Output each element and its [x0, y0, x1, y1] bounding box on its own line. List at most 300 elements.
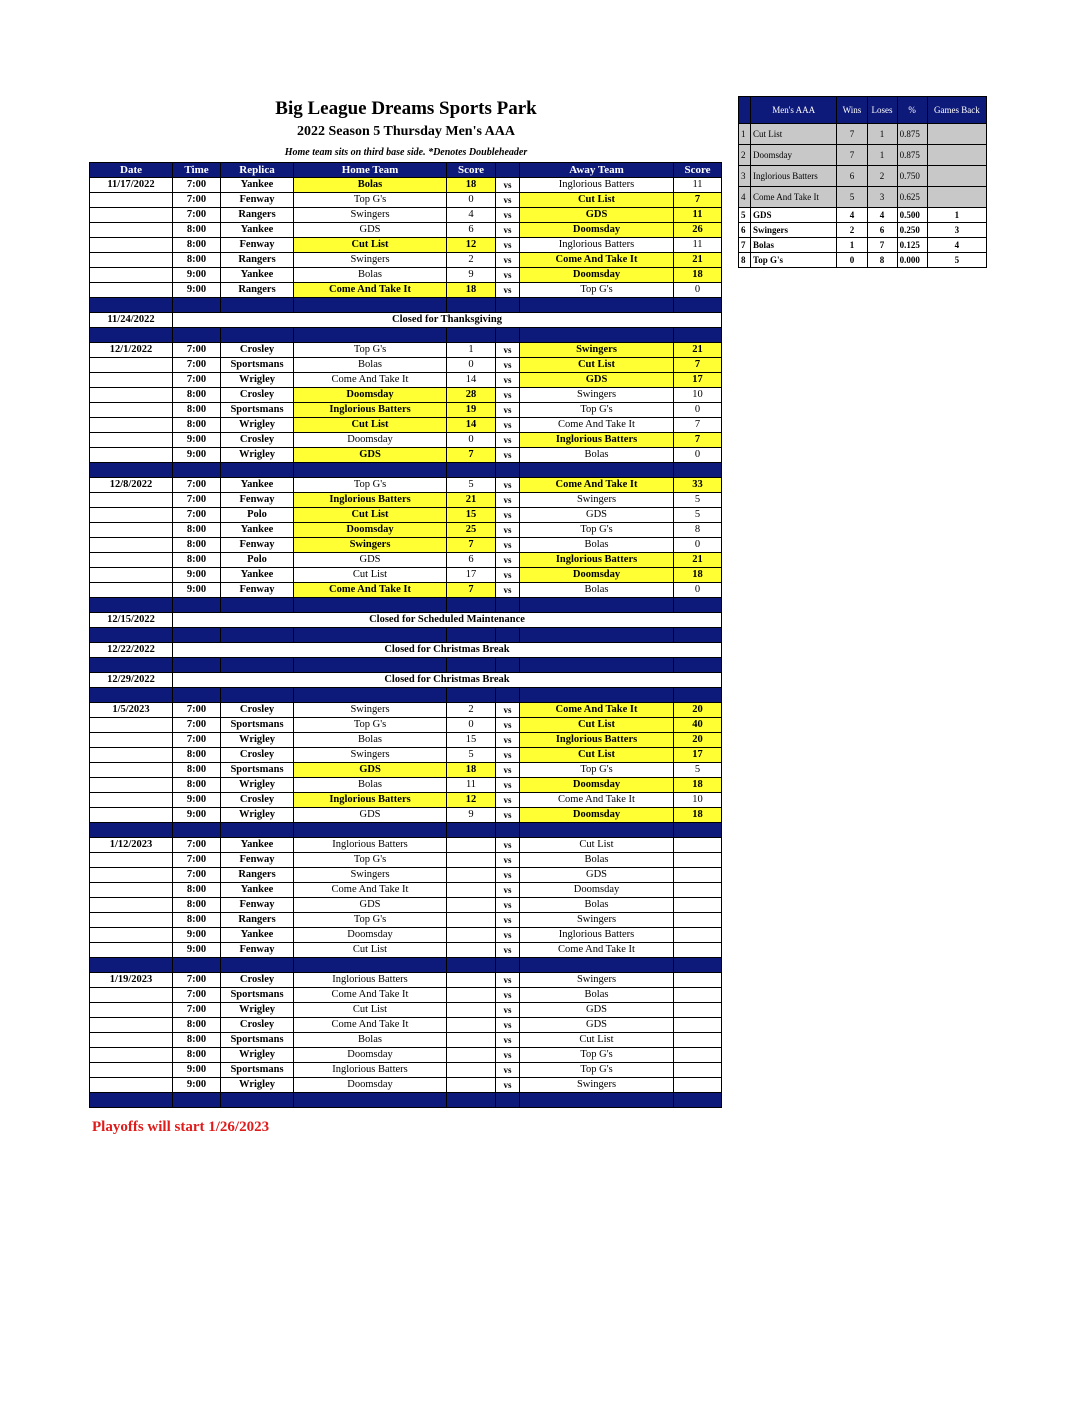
away-score-cell: 5 [674, 493, 722, 508]
replica-field-cell: Sportsmans [221, 358, 294, 373]
game-row [90, 238, 722, 253]
time-cell: 9:00 [173, 1063, 221, 1078]
home-score-cell [447, 928, 496, 943]
separator-cell [520, 628, 674, 643]
home-team-cell: Cut List [294, 943, 447, 958]
time-cell: 8:00 [173, 748, 221, 763]
standings-pct: 0.750 [897, 166, 927, 187]
home-score-cell: 17 [447, 568, 496, 583]
away-team-cell: Inglorious Batters [520, 733, 674, 748]
separator-cell [90, 688, 173, 703]
standings-games-back: 3 [927, 223, 986, 238]
away-score-cell [674, 853, 722, 868]
date-cell [90, 1078, 173, 1093]
separator-cell [221, 1093, 294, 1108]
home-team-cell: GDS [294, 898, 447, 913]
replica-field-cell: Yankee [221, 478, 294, 493]
standings-wins: 6 [837, 166, 867, 187]
standings-games-back: 5 [927, 253, 986, 268]
time-cell: 9:00 [173, 1078, 221, 1093]
home-score-cell: 6 [447, 553, 496, 568]
date-cell [90, 553, 173, 568]
time-cell: 7:00 [173, 343, 221, 358]
vs-cell: vs [496, 193, 520, 208]
time-cell: 9:00 [173, 928, 221, 943]
home-team-cell: Inglorious Batters [294, 403, 447, 418]
home-score-cell [447, 1018, 496, 1033]
home-score-cell: 5 [447, 748, 496, 763]
standings-rank: 6 [739, 223, 751, 238]
home-score-cell: 0 [447, 433, 496, 448]
separator-cell [496, 958, 520, 973]
standings-row [739, 208, 987, 223]
vs-cell: vs [496, 388, 520, 403]
vs-cell: vs [496, 568, 520, 583]
home-team-cell: GDS [294, 223, 447, 238]
standings-wins: 2 [837, 223, 867, 238]
away-team-cell: Bolas [520, 583, 674, 598]
home-score-cell [447, 898, 496, 913]
separator-cell [294, 463, 447, 478]
standings-col-team: Men's AAA [751, 97, 837, 124]
vs-cell: vs [496, 733, 520, 748]
replica-field-cell: Crosley [221, 748, 294, 763]
closed-notice-row [90, 643, 722, 658]
home-score-cell [447, 853, 496, 868]
replica-field-cell: Polo [221, 508, 294, 523]
away-team-cell: Top G's [520, 1048, 674, 1063]
page-title: Big League Dreams Sports Park [275, 98, 537, 119]
vs-cell: vs [496, 373, 520, 388]
time-cell: 8:00 [173, 553, 221, 568]
date-cell [90, 853, 173, 868]
vs-cell: vs [496, 418, 520, 433]
away-team-cell: Doomsday [520, 883, 674, 898]
away-team-cell: Bolas [520, 853, 674, 868]
game-row [90, 928, 722, 943]
date-cell: 11/17/2022 [90, 178, 173, 193]
date-cell [90, 1048, 173, 1063]
separator-cell [173, 328, 221, 343]
home-score-cell [447, 913, 496, 928]
away-team-cell: GDS [520, 508, 674, 523]
vs-cell: vs [496, 1078, 520, 1093]
home-team-cell: Top G's [294, 718, 447, 733]
home-team-cell: Cut List [294, 508, 447, 523]
replica-field-cell: Sportsmans [221, 1033, 294, 1048]
date-cell [90, 718, 173, 733]
schedule-table [89, 162, 722, 1108]
vs-cell: vs [496, 793, 520, 808]
date-cell [90, 778, 173, 793]
away-score-cell [674, 913, 722, 928]
time-cell: 7:00 [173, 838, 221, 853]
game-row [90, 718, 722, 733]
standings-wins: 0 [837, 253, 867, 268]
separator-cell [447, 658, 496, 673]
standings-rank: 5 [739, 208, 751, 223]
separator-cell [173, 658, 221, 673]
away-score-cell [674, 928, 722, 943]
vs-cell: vs [496, 1048, 520, 1063]
home-score-cell: 7 [447, 583, 496, 598]
schedule-header-row [90, 163, 722, 178]
home-team-cell: Bolas [294, 778, 447, 793]
home-team-cell: Come And Take It [294, 283, 447, 298]
vs-cell: vs [496, 208, 520, 223]
replica-field-cell: Fenway [221, 898, 294, 913]
replica-field-cell: Crosley [221, 388, 294, 403]
home-team-cell: Doomsday [294, 433, 447, 448]
standings-rank: 2 [739, 145, 751, 166]
standings-table [738, 96, 987, 268]
game-row [90, 913, 722, 928]
replica-field-cell: Wrigley [221, 778, 294, 793]
game-row [90, 583, 722, 598]
page-subtitle: 2022 Season 5 Thursday Men's AAA [297, 124, 515, 139]
replica-field-cell: Rangers [221, 283, 294, 298]
vs-cell: vs [496, 238, 520, 253]
home-score-cell [447, 838, 496, 853]
away-score-cell: 0 [674, 538, 722, 553]
standings-wins: 7 [837, 124, 867, 145]
standings-row [739, 223, 987, 238]
away-team-cell: Bolas [520, 448, 674, 463]
replica-field-cell: Fenway [221, 493, 294, 508]
separator-cell [674, 688, 722, 703]
home-score-cell: 18 [447, 763, 496, 778]
away-score-cell: 17 [674, 748, 722, 763]
away-team-cell: Doomsday [520, 568, 674, 583]
standings-wins: 1 [837, 238, 867, 253]
date-cell [90, 418, 173, 433]
replica-field-cell: Sportsmans [221, 988, 294, 1003]
home-score-cell: 21 [447, 493, 496, 508]
time-cell: 7:00 [173, 508, 221, 523]
away-score-cell: 33 [674, 478, 722, 493]
date-cell: 12/22/2022 [90, 643, 173, 658]
separator-cell [674, 298, 722, 313]
closed-notice-row [90, 313, 722, 328]
game-row [90, 793, 722, 808]
date-cell [90, 508, 173, 523]
separator-cell [90, 1093, 173, 1108]
home-score-cell [447, 1033, 496, 1048]
separator-cell [496, 328, 520, 343]
separator-cell [221, 658, 294, 673]
vs-cell: vs [496, 403, 520, 418]
away-team-cell: Cut List [520, 838, 674, 853]
date-cell [90, 253, 173, 268]
home-score-cell [447, 868, 496, 883]
standings-row [739, 253, 987, 268]
date-cell [90, 448, 173, 463]
time-cell: 7:00 [173, 988, 221, 1003]
separator-cell [674, 1093, 722, 1108]
vs-cell: vs [496, 898, 520, 913]
date-cell [90, 268, 173, 283]
replica-field-cell: Yankee [221, 838, 294, 853]
home-score-cell: 14 [447, 418, 496, 433]
vs-cell: vs [496, 493, 520, 508]
week-separator-row [90, 628, 722, 643]
away-score-cell: 10 [674, 388, 722, 403]
away-team-cell: Cut List [520, 718, 674, 733]
date-cell [90, 808, 173, 823]
home-team-cell: Come And Take It [294, 373, 447, 388]
game-row [90, 283, 722, 298]
game-row [90, 223, 722, 238]
home-score-cell: 18 [447, 178, 496, 193]
away-team-cell: Bolas [520, 988, 674, 1003]
standings-row [739, 187, 987, 208]
home-team-cell: Come And Take It [294, 1018, 447, 1033]
game-row [90, 538, 722, 553]
home-team-cell: Swingers [294, 538, 447, 553]
home-score-cell [447, 973, 496, 988]
time-cell: 8:00 [173, 538, 221, 553]
col-header-away-team: Away Team [520, 163, 674, 178]
home-score-cell [447, 883, 496, 898]
date-cell [90, 793, 173, 808]
vs-cell: vs [496, 853, 520, 868]
separator-cell [173, 628, 221, 643]
replica-field-cell: Yankee [221, 928, 294, 943]
time-cell: 8:00 [173, 898, 221, 913]
standings-col-pct: % [897, 97, 927, 124]
date-cell [90, 943, 173, 958]
standings-pct: 0.000 [897, 253, 927, 268]
replica-field-cell: Fenway [221, 943, 294, 958]
time-cell: 7:00 [173, 358, 221, 373]
replica-field-cell: Yankee [221, 523, 294, 538]
replica-field-cell: Sportsmans [221, 718, 294, 733]
separator-cell [294, 823, 447, 838]
week-separator-row [90, 328, 722, 343]
away-score-cell: 26 [674, 223, 722, 238]
home-score-cell: 12 [447, 793, 496, 808]
date-cell [90, 493, 173, 508]
home-score-cell [447, 943, 496, 958]
away-score-cell: 21 [674, 343, 722, 358]
time-cell: 9:00 [173, 283, 221, 298]
separator-cell [674, 823, 722, 838]
away-score-cell [674, 973, 722, 988]
separator-cell [90, 958, 173, 973]
away-score-cell: 18 [674, 568, 722, 583]
separator-cell [173, 1093, 221, 1108]
away-team-cell: Cut List [520, 358, 674, 373]
standings-row [739, 238, 987, 253]
week-separator-row [90, 463, 722, 478]
home-team-cell: Bolas [294, 733, 447, 748]
replica-field-cell: Crosley [221, 973, 294, 988]
separator-cell [496, 628, 520, 643]
away-team-cell: Cut List [520, 1033, 674, 1048]
standings-col-games-back: Games Back [927, 97, 986, 124]
date-cell [90, 1063, 173, 1078]
time-cell: 7:00 [173, 853, 221, 868]
separator-cell [294, 628, 447, 643]
away-score-cell: 20 [674, 703, 722, 718]
game-row [90, 973, 722, 988]
game-row [90, 403, 722, 418]
replica-field-cell: Yankee [221, 268, 294, 283]
time-cell: 9:00 [173, 943, 221, 958]
separator-cell [674, 598, 722, 613]
vs-cell: vs [496, 748, 520, 763]
standings-wins: 7 [837, 145, 867, 166]
replica-field-cell: Yankee [221, 883, 294, 898]
replica-field-cell: Fenway [221, 193, 294, 208]
away-score-cell: 18 [674, 808, 722, 823]
home-score-cell: 25 [447, 523, 496, 538]
standings-games-back [927, 145, 986, 166]
date-cell [90, 373, 173, 388]
home-team-cell: Cut List [294, 1003, 447, 1018]
separator-cell [221, 958, 294, 973]
standings-rank: 4 [739, 187, 751, 208]
replica-field-cell: Fenway [221, 238, 294, 253]
separator-cell [447, 598, 496, 613]
game-row [90, 433, 722, 448]
game-row [90, 988, 722, 1003]
away-score-cell [674, 988, 722, 1003]
replica-field-cell: Fenway [221, 538, 294, 553]
vs-cell: vs [496, 988, 520, 1003]
vs-cell: vs [496, 223, 520, 238]
standings-col-wins: Wins [837, 97, 867, 124]
time-cell: 7:00 [173, 733, 221, 748]
home-team-cell: Top G's [294, 343, 447, 358]
separator-cell [90, 658, 173, 673]
separator-cell [447, 628, 496, 643]
week-separator-row [90, 298, 722, 313]
time-cell: 9:00 [173, 583, 221, 598]
time-cell: 7:00 [173, 478, 221, 493]
separator-cell [90, 598, 173, 613]
away-score-cell [674, 868, 722, 883]
home-team-cell: Inglorious Batters [294, 973, 447, 988]
separator-cell [294, 658, 447, 673]
vs-cell: vs [496, 268, 520, 283]
standings-pct: 0.125 [897, 238, 927, 253]
date-cell [90, 988, 173, 1003]
replica-field-cell: Wrigley [221, 733, 294, 748]
date-cell: 12/8/2022 [90, 478, 173, 493]
separator-cell [294, 598, 447, 613]
date-cell [90, 283, 173, 298]
away-team-cell: Top G's [520, 403, 674, 418]
time-cell: 8:00 [173, 883, 221, 898]
away-score-cell: 11 [674, 238, 722, 253]
standings-row [739, 145, 987, 166]
away-team-cell: Come And Take It [520, 793, 674, 808]
vs-cell: vs [496, 1018, 520, 1033]
standings-pct: 0.625 [897, 187, 927, 208]
separator-cell [496, 658, 520, 673]
home-score-cell: 14 [447, 373, 496, 388]
home-score-cell: 6 [447, 223, 496, 238]
home-team-cell: Doomsday [294, 1078, 447, 1093]
time-cell: 8:00 [173, 238, 221, 253]
separator-cell [496, 1093, 520, 1108]
away-score-cell: 21 [674, 253, 722, 268]
home-team-cell: Inglorious Batters [294, 493, 447, 508]
time-cell: 8:00 [173, 418, 221, 433]
vs-cell: vs [496, 448, 520, 463]
game-row [90, 1033, 722, 1048]
away-team-cell: GDS [520, 208, 674, 223]
separator-cell [90, 628, 173, 643]
away-score-cell [674, 898, 722, 913]
vs-cell: vs [496, 1063, 520, 1078]
standings-body [739, 124, 987, 268]
home-team-cell: Top G's [294, 193, 447, 208]
home-score-cell [447, 1048, 496, 1063]
home-score-cell: 15 [447, 733, 496, 748]
col-header-vs [496, 163, 520, 178]
closed-notice-cell: Closed for Scheduled Maintenance [173, 613, 722, 628]
closed-notice-cell: Closed for Thanksgiving [173, 313, 722, 328]
date-cell [90, 898, 173, 913]
date-cell: 1/5/2023 [90, 703, 173, 718]
separator-cell [173, 598, 221, 613]
standings-pct: 0.500 [897, 208, 927, 223]
vs-cell: vs [496, 508, 520, 523]
standings-team: Top G's [751, 253, 837, 268]
home-team-cell: Come And Take It [294, 883, 447, 898]
game-row [90, 208, 722, 223]
separator-cell [221, 298, 294, 313]
separator-cell [520, 823, 674, 838]
home-score-cell: 15 [447, 508, 496, 523]
separator-cell [520, 328, 674, 343]
home-team-cell: GDS [294, 808, 447, 823]
away-team-cell: Bolas [520, 538, 674, 553]
home-team-cell: Inglorious Batters [294, 1063, 447, 1078]
game-row [90, 373, 722, 388]
game-row [90, 358, 722, 373]
standings-header-row [739, 97, 987, 124]
away-score-cell: 7 [674, 358, 722, 373]
game-row [90, 478, 722, 493]
standings-team: Come And Take It [751, 187, 837, 208]
game-row [90, 1018, 722, 1033]
home-score-cell: 5 [447, 478, 496, 493]
home-team-cell: Swingers [294, 703, 447, 718]
away-team-cell: Come And Take It [520, 418, 674, 433]
date-cell [90, 208, 173, 223]
date-cell [90, 883, 173, 898]
away-team-cell: Top G's [520, 523, 674, 538]
separator-cell [173, 823, 221, 838]
separator-cell [294, 298, 447, 313]
separator-cell [520, 688, 674, 703]
date-cell [90, 928, 173, 943]
replica-field-cell: Yankee [221, 178, 294, 193]
away-team-cell: Come And Take It [520, 478, 674, 493]
vs-cell: vs [496, 943, 520, 958]
away-team-cell: Top G's [520, 763, 674, 778]
date-cell: 11/24/2022 [90, 313, 173, 328]
separator-cell [674, 328, 722, 343]
vs-cell: vs [496, 1033, 520, 1048]
vs-cell: vs [496, 808, 520, 823]
home-team-cell: Doomsday [294, 523, 447, 538]
standings-rank: 7 [739, 238, 751, 253]
separator-cell [221, 628, 294, 643]
